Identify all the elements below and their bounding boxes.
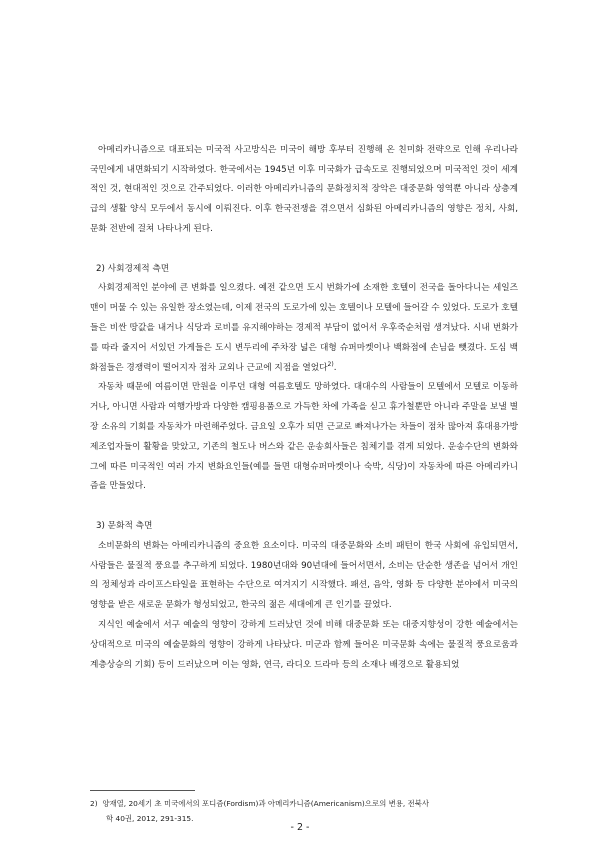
cultural-paragraph-1: 소비문화의 변화는 아메리카니즘의 중요한 요소이다. 미국의 대중문화와 소비 패턴이 한국 사회에 유입되면서, 사람들은 물질적 풍요를 추구하게 되었다. 1980년대와 90년대에 들어서면서, 소비는 단순한 생존을 넘어서 개인의 정체성과 라이프스타일을 표현하는 수단으로 여겨지기 시작했다. 패션, 음악, 영화 등 다양한 분야에서 미국의 영향을 받은 새로운 문화가 형성되었고, 한국의 젊은 세대에게 큰 인기를 끌었다. (90, 540, 518, 611)
sentence-end: . (333, 362, 337, 373)
section-heading-cultural: 3) 문화적 측면 (96, 520, 153, 531)
section-heading-socioeconomic: 2) 사회경제적 측면 (96, 263, 170, 274)
document-body (90, 121, 518, 675)
cultural-paragraph-2: 지식인 예술에서 서구 예술의 영향이 강하게 드러났던 것에 비해 대중문화 또는 대중지향성이 강한 예술에서는 상대적으로 미국의 예술문화의 영향이 강하게 나타났다. 미군과 함께 들어온 미국문화 속에는 물질적 풍요로움과 계층상승의 기회) 등이 드러났으며 이는 영화, 연극, 라디오 드라마 등의 소재나 배경으로 활용되었 (90, 619, 518, 670)
section-spacer (90, 497, 518, 517)
paragraph-text: 사회경제적인 분야에 큰 변화를 일으켰다. 예전 같으면 도시 번화가에 소재한 호텔이 전국을 돌아다니는 세일즈맨이 머물 수 있는 유일한 장소였는데, 이제 전국의 도로가에 있는 호텔이나 모텔에 들어갈 수 있었다. 도로가 호텔들은 비싼 땅값을 내거나 식당과 로비를 유지해야하는 경제적 부담이 없어서 우후죽순처럼 생겨났다. 시내 번화가를 따라 줄지어 서있던 가게들은 도시 변두리에 주차장 넓은 대형 슈퍼마켓이나 백화점에 손님을 뺏겼다. 도심 백화점들은 경쟁력이 떨어지자 점차 교외나 근교에 지점을 열었다 (90, 283, 518, 373)
socioeconomic-paragraph-2: 자동차 때문에 여름이면 만원을 이루던 대형 여름호텔도 망하였다. 대대수의 사람들이 모텔에서 모텔로 이동하거나, 아니면 사람과 여행가방과 다양한 캠핑용품으로 가득한 차에 가족을 싣고 휴가철뿐만 아니라 주말을 보낼 별장 소유의 기회를 자동차가 마련해주었다. 금요일 오후가 되면 근교로 빠져나가는 차들이 점차 많아져 휴대용가방제조업자들이 활황을 맞았고, 기존의 철도나 버스와 같은 운송회사들은 침체기를 겪게 되었다. 운송수단의 변화와 그에 따른 미국적인 여러 가지 변화요인들(예를 들면 대형슈퍼마켓이나 숙박, 식당)이 자동차에 따른 아메리카니즘을 만들었다. (90, 382, 518, 492)
page-number: - 2 - (290, 822, 310, 833)
footnote-line-2: 학 40권, 2012, 291-315. (106, 814, 194, 823)
top-spacer (90, 121, 518, 141)
section-spacer (90, 240, 518, 260)
footnote-number: 2) (90, 799, 98, 808)
footnote-reference[interactable]: 2) (327, 360, 334, 368)
footnote-text: 양재열, 20세기 초 미국에서의 포디즘(Fordism)과 아메리카니즘(Americanism)으로의 변용, 전북사 (102, 799, 429, 808)
footnote-line-1 (90, 796, 518, 811)
footnote-divider (90, 790, 195, 791)
socioeconomic-paragraph-1 (90, 279, 518, 378)
intro-paragraph: 아메리카니즘으로 대표되는 미국적 사고방식은 미국이 해방 후부터 진행해 온 친미화 전략으로 인해 우리나라 국민에게 내면화되기 시작하였다. 한국에서는 1945년 이후 미국화가 급속도로 진행되었으며 미국적인 것이 세계적인 것, 현대적인 것으로 간주되었다. 이러한 아메리카니즘의 문화정치적 장악은 대중문화 영역뿐 아니라 상층계급의 생활 양식 모두에서 동시에 이뤄진다. 이후 한국전쟁을 겪으면서 심화된 아메리카니즘의 영향은 정치, 사회, 문화 전반에 걸쳐 나타나게 된다. (90, 144, 518, 234)
